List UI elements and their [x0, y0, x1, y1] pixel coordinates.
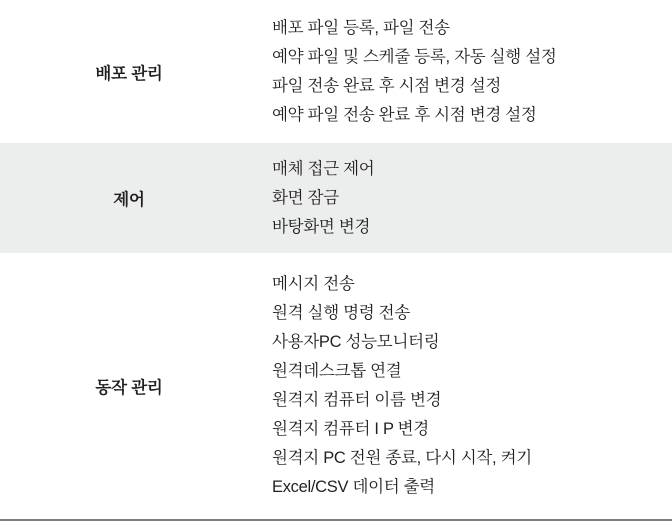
list-item: 원격 실행 명령 전송 — [272, 304, 410, 322]
list-item: 배포 파일 등록, 파일 전송 — [272, 18, 450, 37]
list-item: 원격지 컴퓨터 I P 변경 — [272, 420, 429, 438]
category-label: 배포 관리 — [95, 64, 163, 83]
list-item: 화면 잠금 — [272, 188, 339, 207]
category-items — [258, 270, 672, 502]
list-item: Excel/CSV 데이터 출력 — [272, 478, 435, 496]
list-item: 메시지 전송 — [272, 275, 355, 293]
category-items — [258, 14, 672, 130]
table-row — [0, 253, 672, 519]
category-items — [258, 155, 672, 242]
list-item: 사용자PC 성능모니터링 — [272, 333, 440, 351]
list-item: 파일 전송 완료 후 시점 변경 설정 — [272, 76, 502, 95]
table-row — [0, 0, 672, 143]
list-item: 원격지 PC 전원 종료, 다시 시작, 켜기 — [272, 449, 532, 467]
list-item: 바탕화면 변경 — [272, 217, 371, 236]
category-label: 제어 — [113, 191, 145, 209]
list-item: 원격데스크톱 연결 — [272, 362, 402, 380]
category-label: 동작 관리 — [95, 379, 163, 397]
list-item: 원격지 컴퓨터 이름 변경 — [272, 391, 442, 409]
list-item: 예약 파일 및 스케줄 등록, 자동 실행 설정 — [272, 47, 557, 66]
table-row — [0, 143, 672, 253]
list-item: 예약 파일 전송 완료 후 시점 변경 설정 — [272, 105, 537, 124]
list-item: 매체 접근 제어 — [272, 159, 375, 178]
